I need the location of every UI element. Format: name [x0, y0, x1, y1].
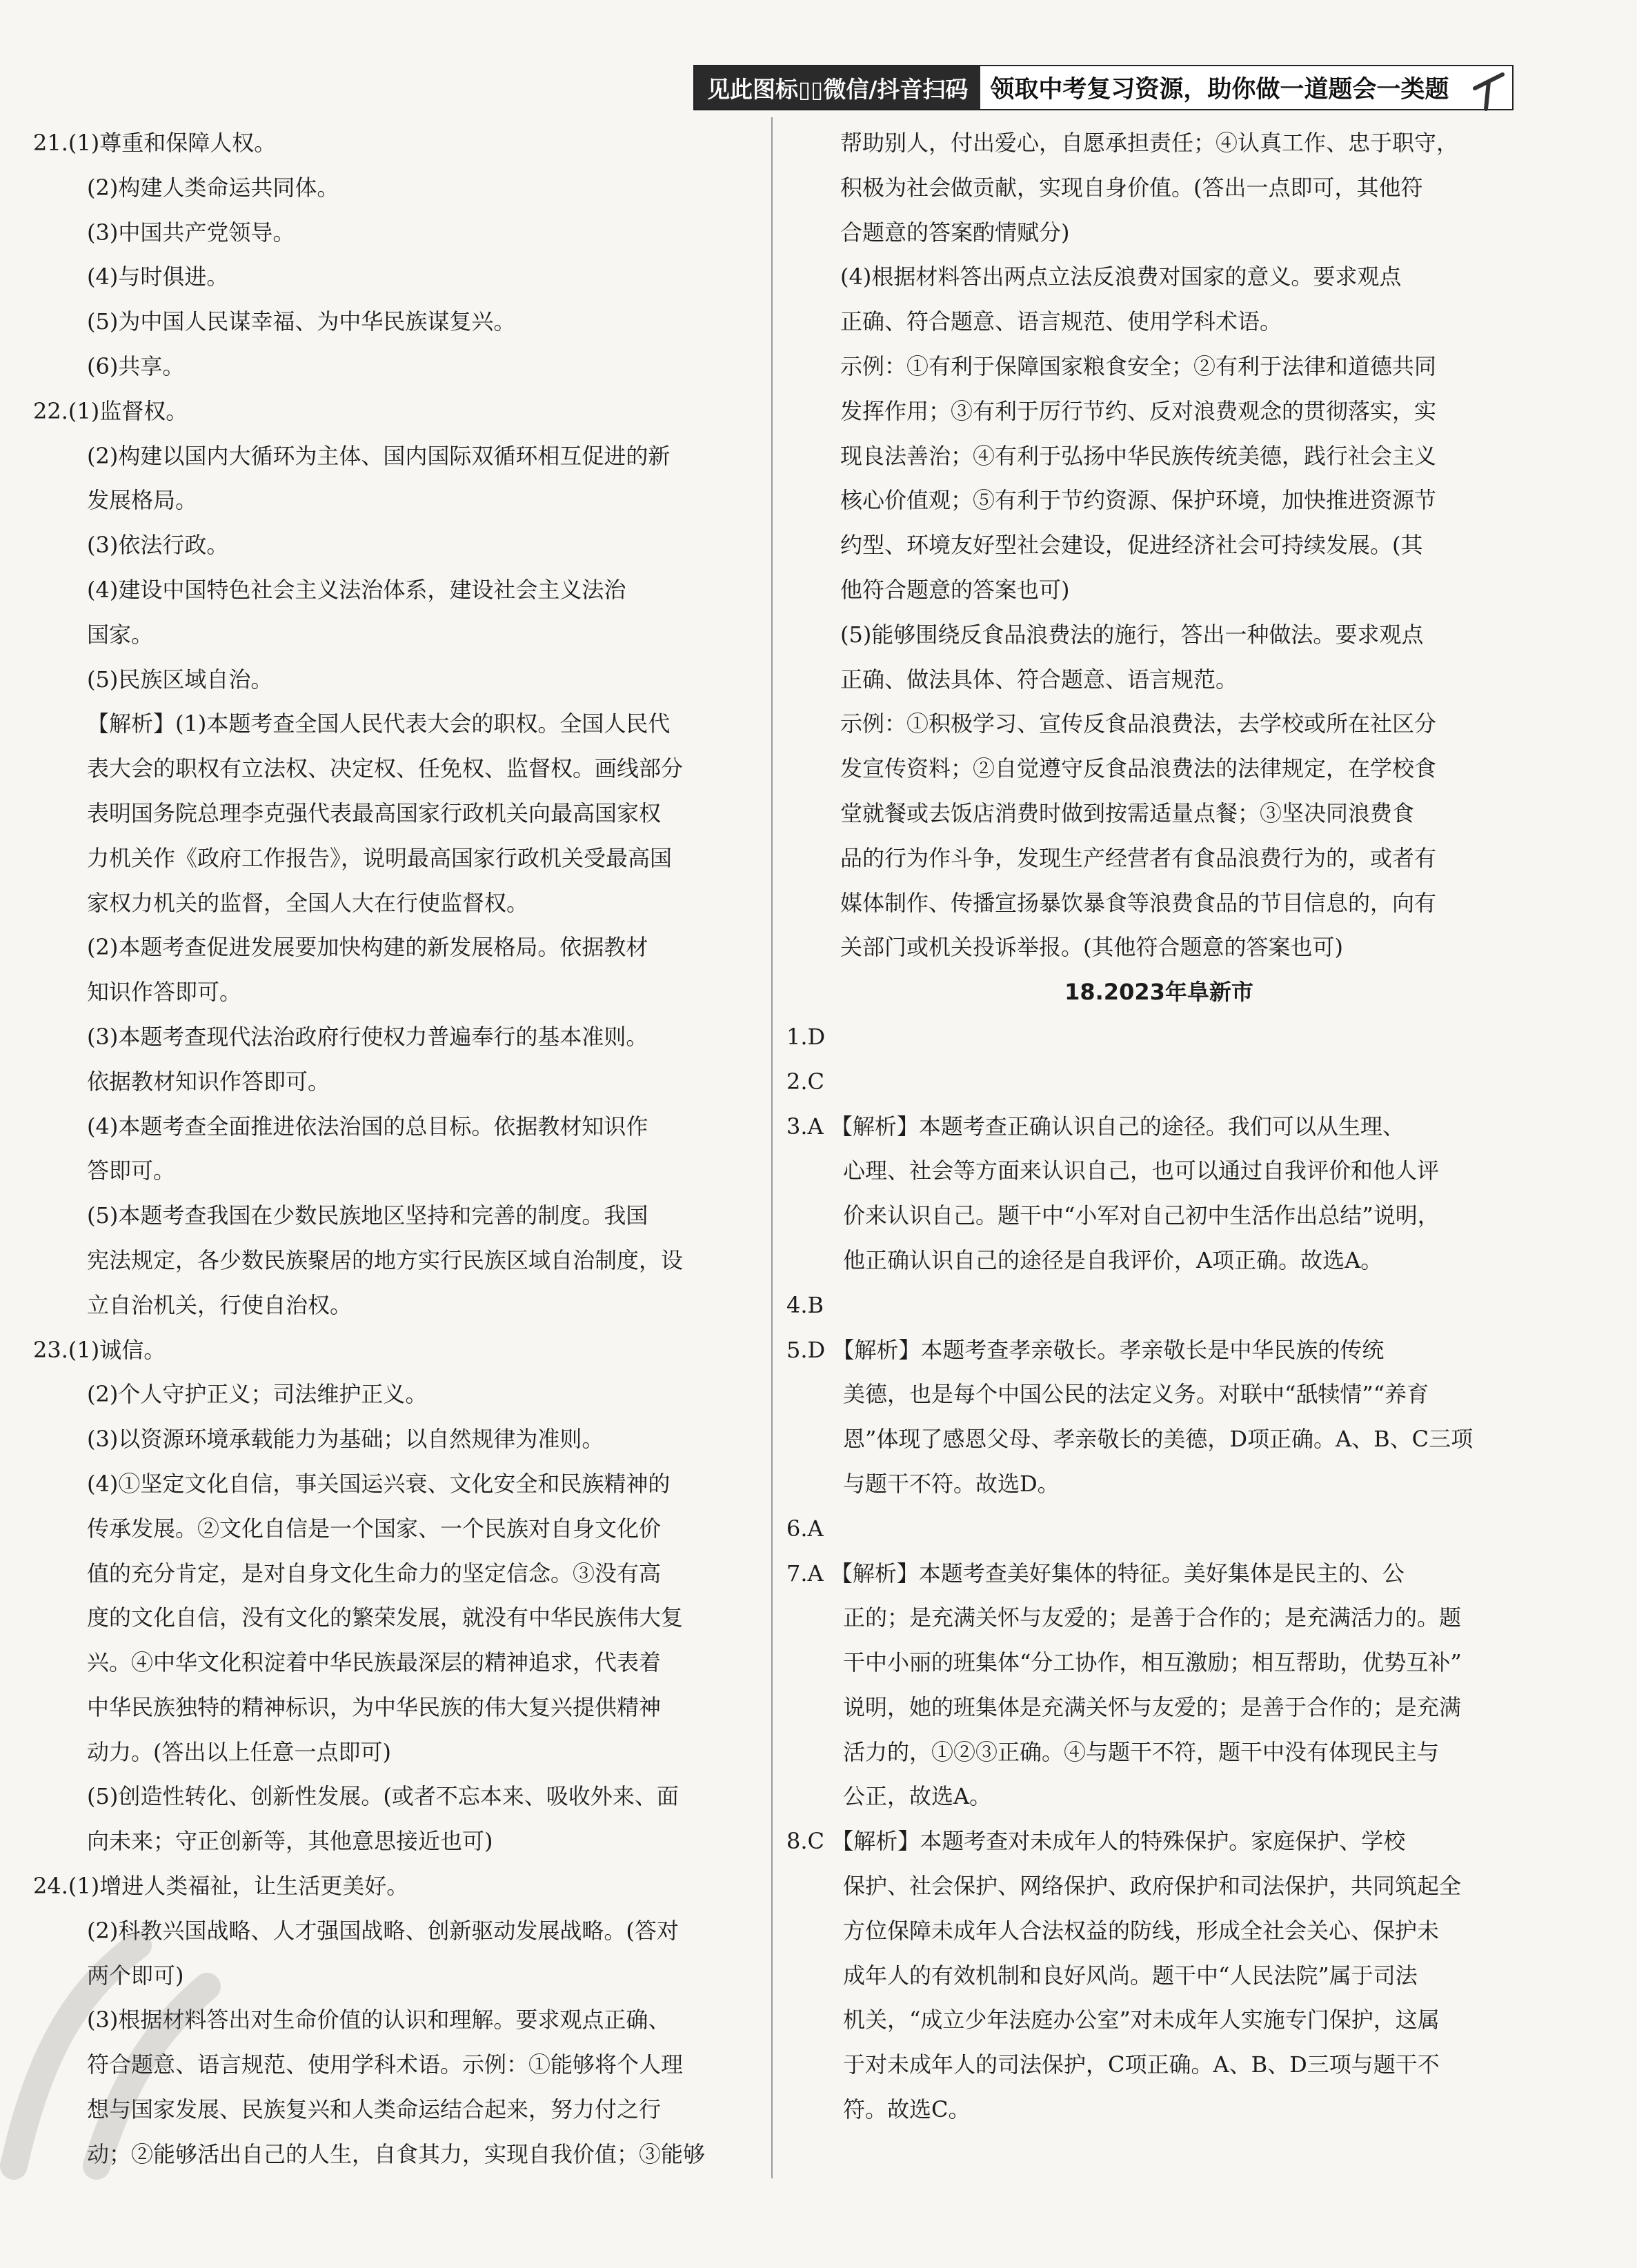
text-line: 想与国家发展、民族复兴和人类命运结合起来，努力付之行: [87, 2096, 662, 2123]
banner-promo-text: 领取中考复习资源，助你做一道题会一类题: [990, 76, 1449, 103]
text-line: (3)本题考查现代法治政府行使权力普遍奉行的基本准则。: [87, 1023, 648, 1050]
text-line: 国家。: [87, 621, 154, 648]
text-line: (5)为中国人民谋幸福、为中华民族谋复兴。: [87, 308, 516, 335]
text-line: 动；②能够活出自己的人生，自食其力，实现自我价值；③能够: [87, 2140, 706, 2167]
text-line: (3)中国共产党领导。: [87, 219, 295, 246]
text-line: (4)①坚定文化自信，事关国运兴衰、文化安全和民族精神的: [87, 1470, 671, 1497]
text-line: 度的文化自信，没有文化的繁荣发展，就没有中华民族伟大复: [87, 1604, 684, 1631]
text-line: 与题干不符。故选D。: [843, 1470, 1060, 1497]
text-line: 品的行为作斗争，发现生产经营者有食品浪费行为的，或者有: [840, 844, 1437, 871]
text-line: 值的充分肯定，是对自身文化生命力的坚定信念。③没有高: [87, 1560, 662, 1586]
right-column: [786, 121, 1531, 2132]
text-line: 发宣传资料；②自觉遵守反食品浪费法的法律规定，在学校食: [840, 755, 1437, 782]
text-line: 方位保障未成年人合法权益的防线，形成全社会关心、保护未: [843, 1917, 1440, 1944]
text-line: (2)个人守护正义；司法维护正义。: [87, 1381, 428, 1408]
text-line: 堂就餐或去饭店消费时做到按需适量点餐；③坚决同浪费食: [840, 799, 1415, 826]
text-line: 正确、符合题意、语言规范、使用学科术语。: [840, 308, 1282, 335]
text-line: (5)能够围绕反食品浪费法的施行，答出一种做法。要求观点: [840, 621, 1424, 648]
text-line: 保护、社会保护、网络保护、政府保护和司法保护，共同筑起全: [843, 1873, 1462, 1900]
text-line: 立自治机关，行使自治权。: [87, 1291, 353, 1318]
text-line: (6)共享。: [87, 352, 185, 379]
text-line: 6.A: [786, 1515, 824, 1542]
watermark-graphic: [0, 1904, 228, 2180]
text-line: 他符合题意的答案也可): [840, 576, 1070, 603]
text-line: 价来认识自己。题干中“小军对自己初中生活作出总结”说明，: [843, 1202, 1440, 1229]
text-line: (5)创造性转化、创新性发展。(或者不忘本来、吸收外来、面: [87, 1783, 679, 1810]
text-line: 符合题意、语言规范、使用学科术语。示例：①能够将个人理: [87, 2051, 684, 2078]
text-line: 公正，故选A。: [843, 1783, 992, 1810]
text-line: (4)本题考查全面推进依法治国的总目标。依据教材知识作: [87, 1113, 648, 1140]
promo-banner[interactable]: [693, 65, 1514, 110]
text-line: 关部门或机关投诉举报。(其他符合题意的答案也可): [840, 934, 1343, 961]
text-line: 正确、做法具体、符合题意、语言规范。: [840, 666, 1238, 693]
text-line: 【解析】(1)本题考查全国人民代表大会的职权。全国人民代: [87, 710, 671, 737]
arrow-decoration-icon: [1468, 61, 1509, 116]
text-line: (3)依法行政。: [87, 532, 229, 559]
text-line: 示例：①积极学习、宣传反食品浪费法，去学校或所在社区分: [840, 710, 1437, 737]
text-line: (2)构建以国内大循环为主体、国内国际双循环相互促进的新: [87, 442, 671, 469]
text-line: 活力的，①②③正确。④与题干不符，题干中没有体现民主与: [843, 1738, 1440, 1765]
text-line: 媒体制作、传播宣扬暴饮暴食等浪费食品的节目信息的，向有: [840, 889, 1437, 916]
text-line: (3)以资源环境承载能力为基础；以自然规律为准则。: [87, 1426, 604, 1453]
section-heading: 18.2023年阜新市: [1064, 979, 1253, 1006]
text-line: 表大会的职权有立法权、决定权、任免权、监督权。画线部分: [87, 755, 684, 782]
text-line: (5)民族区域自治。: [87, 666, 273, 693]
text-line: 2.C: [786, 1068, 825, 1095]
text-line: 心理、社会等方面来认识自己，也可以通过自我评价和他人评: [843, 1157, 1440, 1184]
text-line: (2)科教兴国战略、人才强国战略、创新驱动发展战略。(答对: [87, 1917, 679, 1944]
text-line: 发展格局。: [87, 487, 198, 514]
text-line: 4.B: [786, 1291, 824, 1318]
text-line: 积极为社会做贡献，实现自身价值。(答出一点即可，其他符: [840, 174, 1423, 201]
text-line: 合题意的答案酌情赋分): [840, 219, 1070, 246]
text-line: 21.(1)尊重和保障人权。: [33, 130, 277, 156]
text-line: 中华民族独特的精神标识，为中华民族的伟大复兴提供精神: [87, 1693, 662, 1720]
text-line: 家权力机关的监督，全国人大在行使监督权。: [87, 889, 529, 916]
text-line: 成年人的有效机制和良好风尚。题干中“人民法院”属于司法: [843, 1962, 1418, 1989]
text-line: 力机关作《政府工作报告》，说明最高国家行政机关受最高国: [87, 844, 673, 871]
text-line: 他正确认识自己的途径是自我评价，A项正确。故选A。: [843, 1246, 1383, 1273]
text-line: 核心价值观；⑤有利于节约资源、保护环境，加快推进资源节: [840, 487, 1437, 514]
text-line: 表明国务院总理李克强代表最高国家行政机关向最高国家权: [87, 799, 662, 826]
text-line: 3.A 【解析】本题考查正确认识自己的途径。我们可以从生理、: [786, 1113, 1405, 1140]
text-line: 动力。(答出以上任意一点即可): [87, 1738, 391, 1765]
text-line: 7.A 【解析】本题考查美好集体的特征。美好集体是民主的、公: [786, 1560, 1405, 1586]
left-column: [33, 121, 751, 2177]
text-line: 说明，她的班集体是充满关怀与友爱的；是善于合作的；是充满: [843, 1693, 1462, 1720]
banner-scan-label: 见此图标▯▯微信/抖音扫码: [695, 66, 980, 109]
text-line: 22.(1)监督权。: [33, 397, 188, 424]
text-line: 向未来；守正创新等，其他意思接近也可): [87, 1828, 493, 1855]
text-line: 美德，也是每个中国公民的法定义务。对联中“舐犊情”“养育: [843, 1381, 1429, 1408]
text-line: (4)与时俱进。: [87, 263, 229, 290]
text-line: (4)建设中国特色社会主义法治体系，建设社会主义法治: [87, 576, 626, 603]
text-line: 机关，“成立少年法庭办公室”对未成年人实施专门保护，这属: [843, 2007, 1440, 2033]
text-line: 依据教材知识作答即可。: [87, 1068, 330, 1095]
text-line: 宪法规定，各少数民族聚居的地方实行民族区域自治制度，设: [87, 1246, 684, 1273]
text-line: 5.D 【解析】本题考查孝亲敬长。孝亲敬长是中华民族的传统: [786, 1336, 1385, 1363]
text-line: 约型、环境友好型社会建设，促进经济社会可持续发展。(其: [840, 532, 1423, 559]
text-line: 兴。④中华文化积淀着中华民族最深层的精神追求，代表着: [87, 1649, 662, 1676]
text-line: 23.(1)诚信。: [33, 1336, 166, 1363]
text-line: 发挥作用；③有利于厉行节约、反对浪费观念的贯彻落实，实: [840, 397, 1437, 424]
text-line: 干中小丽的班集体“分工协作，相互激励；相互帮助，优势互补”: [843, 1649, 1462, 1676]
text-line: 现良法善治；④有利于弘扬中华民族传统美德，践行社会主义: [840, 442, 1437, 469]
text-line: 恩”体现了感恩父母、孝亲敬长的美德，D项正确。A、B、C三项: [843, 1426, 1474, 1453]
text-line: 8.C 【解析】本题考查对未成年人的特殊保护。家庭保护、学校: [786, 1828, 1406, 1855]
text-line: (4)根据材料答出两点立法反浪费对国家的意义。要求观点: [840, 263, 1402, 290]
text-line: 传承发展。②文化自信是一个国家、一个民族对自身文化价: [87, 1515, 662, 1542]
text-line: (2)本题考查促进发展要加快构建的新发展格局。依据教材: [87, 934, 648, 961]
text-line: 答即可。: [87, 1157, 176, 1184]
text-line: (5)本题考查我国在少数民族地区坚持和完善的制度。我国: [87, 1202, 648, 1229]
text-line: 24.(1)增进人类福祉，让生活更美好。: [33, 1873, 409, 1900]
text-line: 符。故选C。: [843, 2096, 971, 2123]
text-line: 于对未成年人的司法保护，C项正确。A、B、D三项与题干不: [843, 2051, 1440, 2078]
text-line: (3)根据材料答出对生命价值的认识和理解。要求观点正确、: [87, 2007, 671, 2033]
text-line: 1.D: [786, 1023, 826, 1050]
text-line: 正的；是充满关怀与友爱的；是善于合作的；是充满活力的。题: [843, 1604, 1462, 1631]
text-line: (2)构建人类命运共同体。: [87, 174, 339, 201]
column-divider: [771, 117, 773, 2178]
text-line: 示例：①有利于保障国家粮食安全；②有利于法律和道德共同: [840, 352, 1437, 379]
text-line: 两个即可): [87, 1962, 184, 1989]
text-line: 知识作答即可。: [87, 979, 242, 1006]
text-line: 帮助别人，付出爱心，自愿承担责任；④认真工作、忠于职守，: [840, 130, 1459, 156]
